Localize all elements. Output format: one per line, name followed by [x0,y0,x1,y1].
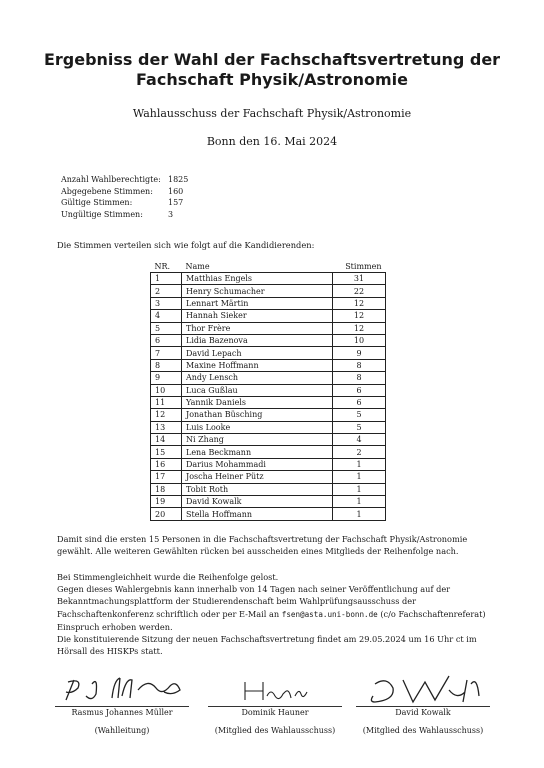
signature-1-image [52,672,192,706]
table-row: 9 Andy Lensch 8 [151,372,386,384]
results-table [150,262,386,521]
header-votes: Stimmen [345,262,382,271]
table-row: 10 Luca Gußlau 6 [151,384,386,396]
signature-line [55,706,189,707]
legal-notice [57,571,497,657]
signature-3-image [353,672,493,706]
table-row: 18 Tobit Roth 1 [151,483,386,495]
subtitle: Wahlausschuss der Fachschaft Physik/Astronomie [132,107,412,120]
tie-rule-text: Bei Stimmengleichheit wurde die Reihenfolge gelost. [57,572,279,582]
signature-line [356,706,490,707]
table-row: 3 Lennart Märtin 12 [151,297,386,309]
signatory-name: Rasmus Johannes Müller [71,708,173,717]
header-nr: NR. [154,262,171,271]
signatory-name: David Kowalk [395,708,451,717]
signature-block-1 [47,672,197,735]
table-row: 8 Maxine Hoffmann 8 [151,359,386,371]
stat-row: Anzahl Wahlberechtigte: 1825 [61,175,189,184]
table-row: 6 Lidia Bazenova 10 [151,334,386,346]
signature-block-2 [200,672,350,735]
table-row: 5 Thor Frère 12 [151,322,386,334]
signatory-name: Dominik Hauner [241,708,309,717]
signature-block-3 [348,672,498,735]
signatory-role: (Mitglied des Wahlausschuss) [214,726,336,735]
table-row: 14 Ni Zhang 4 [151,434,386,446]
table-row: 7 David Lepach 9 [151,347,386,359]
result-paragraph: Damit sind die ersten 15 Personen in die Fachschaftsvertretung der Fachschaft Physik/Astronomie gewählt. Alle weiteren Gewählten rücken bei ausscheiden eines Mitglieds der Reihenfolge nach. [57,534,468,557]
intro-text: Die Stimmen verteilen sich wie folgt auf die Kandidierenden: [57,240,315,250]
objection-text: Gegen dieses Wahlergebnis kann innerhalb von 14 Tagen nach seiner Veröffentlichung auf der Bekanntmachungsplattform der Studierendenschaft beim Wahlprüfungsausschuss der Fachschaftenkonferenz schriftlich oder per E-Mail an fsen@asta.uni-bonn.de (c/o Fachschaftenreferat) Einspruch erhoben werden. [57,584,486,632]
stat-row: Gültige Stimmen: 157 [61,198,184,207]
email-address: fsen@asta.uni-bonn.de [281,609,378,619]
table-row: 13 Luis Looke 5 [151,421,386,433]
table-row: 2 Henry Schumacher 22 [151,285,386,297]
header-name: Name [185,262,210,271]
document-title: Ergebniss der Wahl der Fachschaftsvertretung der Fachschaft Physik/Astronomie [43,50,501,89]
signature-line [208,706,342,707]
stat-row: Ungültige Stimmen: 3 [61,209,174,219]
table-row: 16 Darius Mohammadi 1 [151,458,386,470]
signatory-role: (Mitglied des Wahlausschuss) [362,726,484,735]
table-row: 20 Stella Hoffmann 1 [151,508,386,520]
table-row: 1 Matthias Engels 31 [151,273,386,285]
stat-row: Abgegebene Stimmen: 160 [61,186,184,196]
table-row: 11 Yannik Daniels 6 [151,396,386,408]
table-row: 4 Hannah Sieker 12 [151,310,386,322]
date-line: Bonn den 16. Mai 2024 [206,135,338,148]
table-row: 12 Jonathan Büsching 5 [151,409,386,421]
meeting-text: Die konstituierende Sitzung der neuen Fachschaftsvertretung findet am 29.05.2024 um 16 Uhr ct im Hörsall des HISKPs statt. [57,634,477,657]
signature-2-image [205,672,345,706]
vote-statistics [61,174,188,220]
table-row: 19 David Kowalk 1 [151,496,386,508]
table-row: 15 Lena Beckmann 2 [151,446,386,458]
table-header-row [151,262,386,273]
signatory-role: (Wahlleitung) [94,726,150,735]
table-row: 17 Joscha Heiner Pütz 1 [151,471,386,483]
